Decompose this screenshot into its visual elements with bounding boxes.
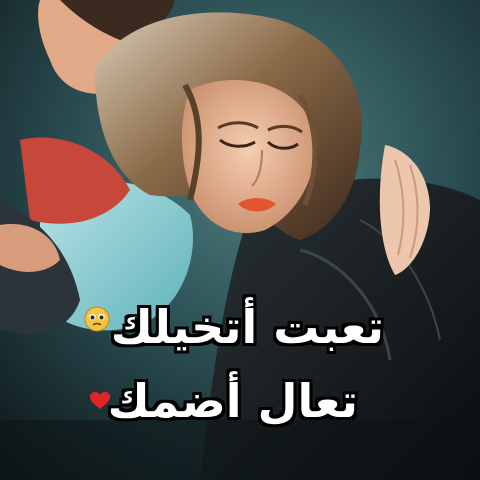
caption-line-1: تعبت أتخيلك bbox=[110, 300, 384, 354]
caption-line-2: تعال أضمك bbox=[107, 374, 358, 428]
pleading-face-emoji bbox=[84, 306, 110, 332]
